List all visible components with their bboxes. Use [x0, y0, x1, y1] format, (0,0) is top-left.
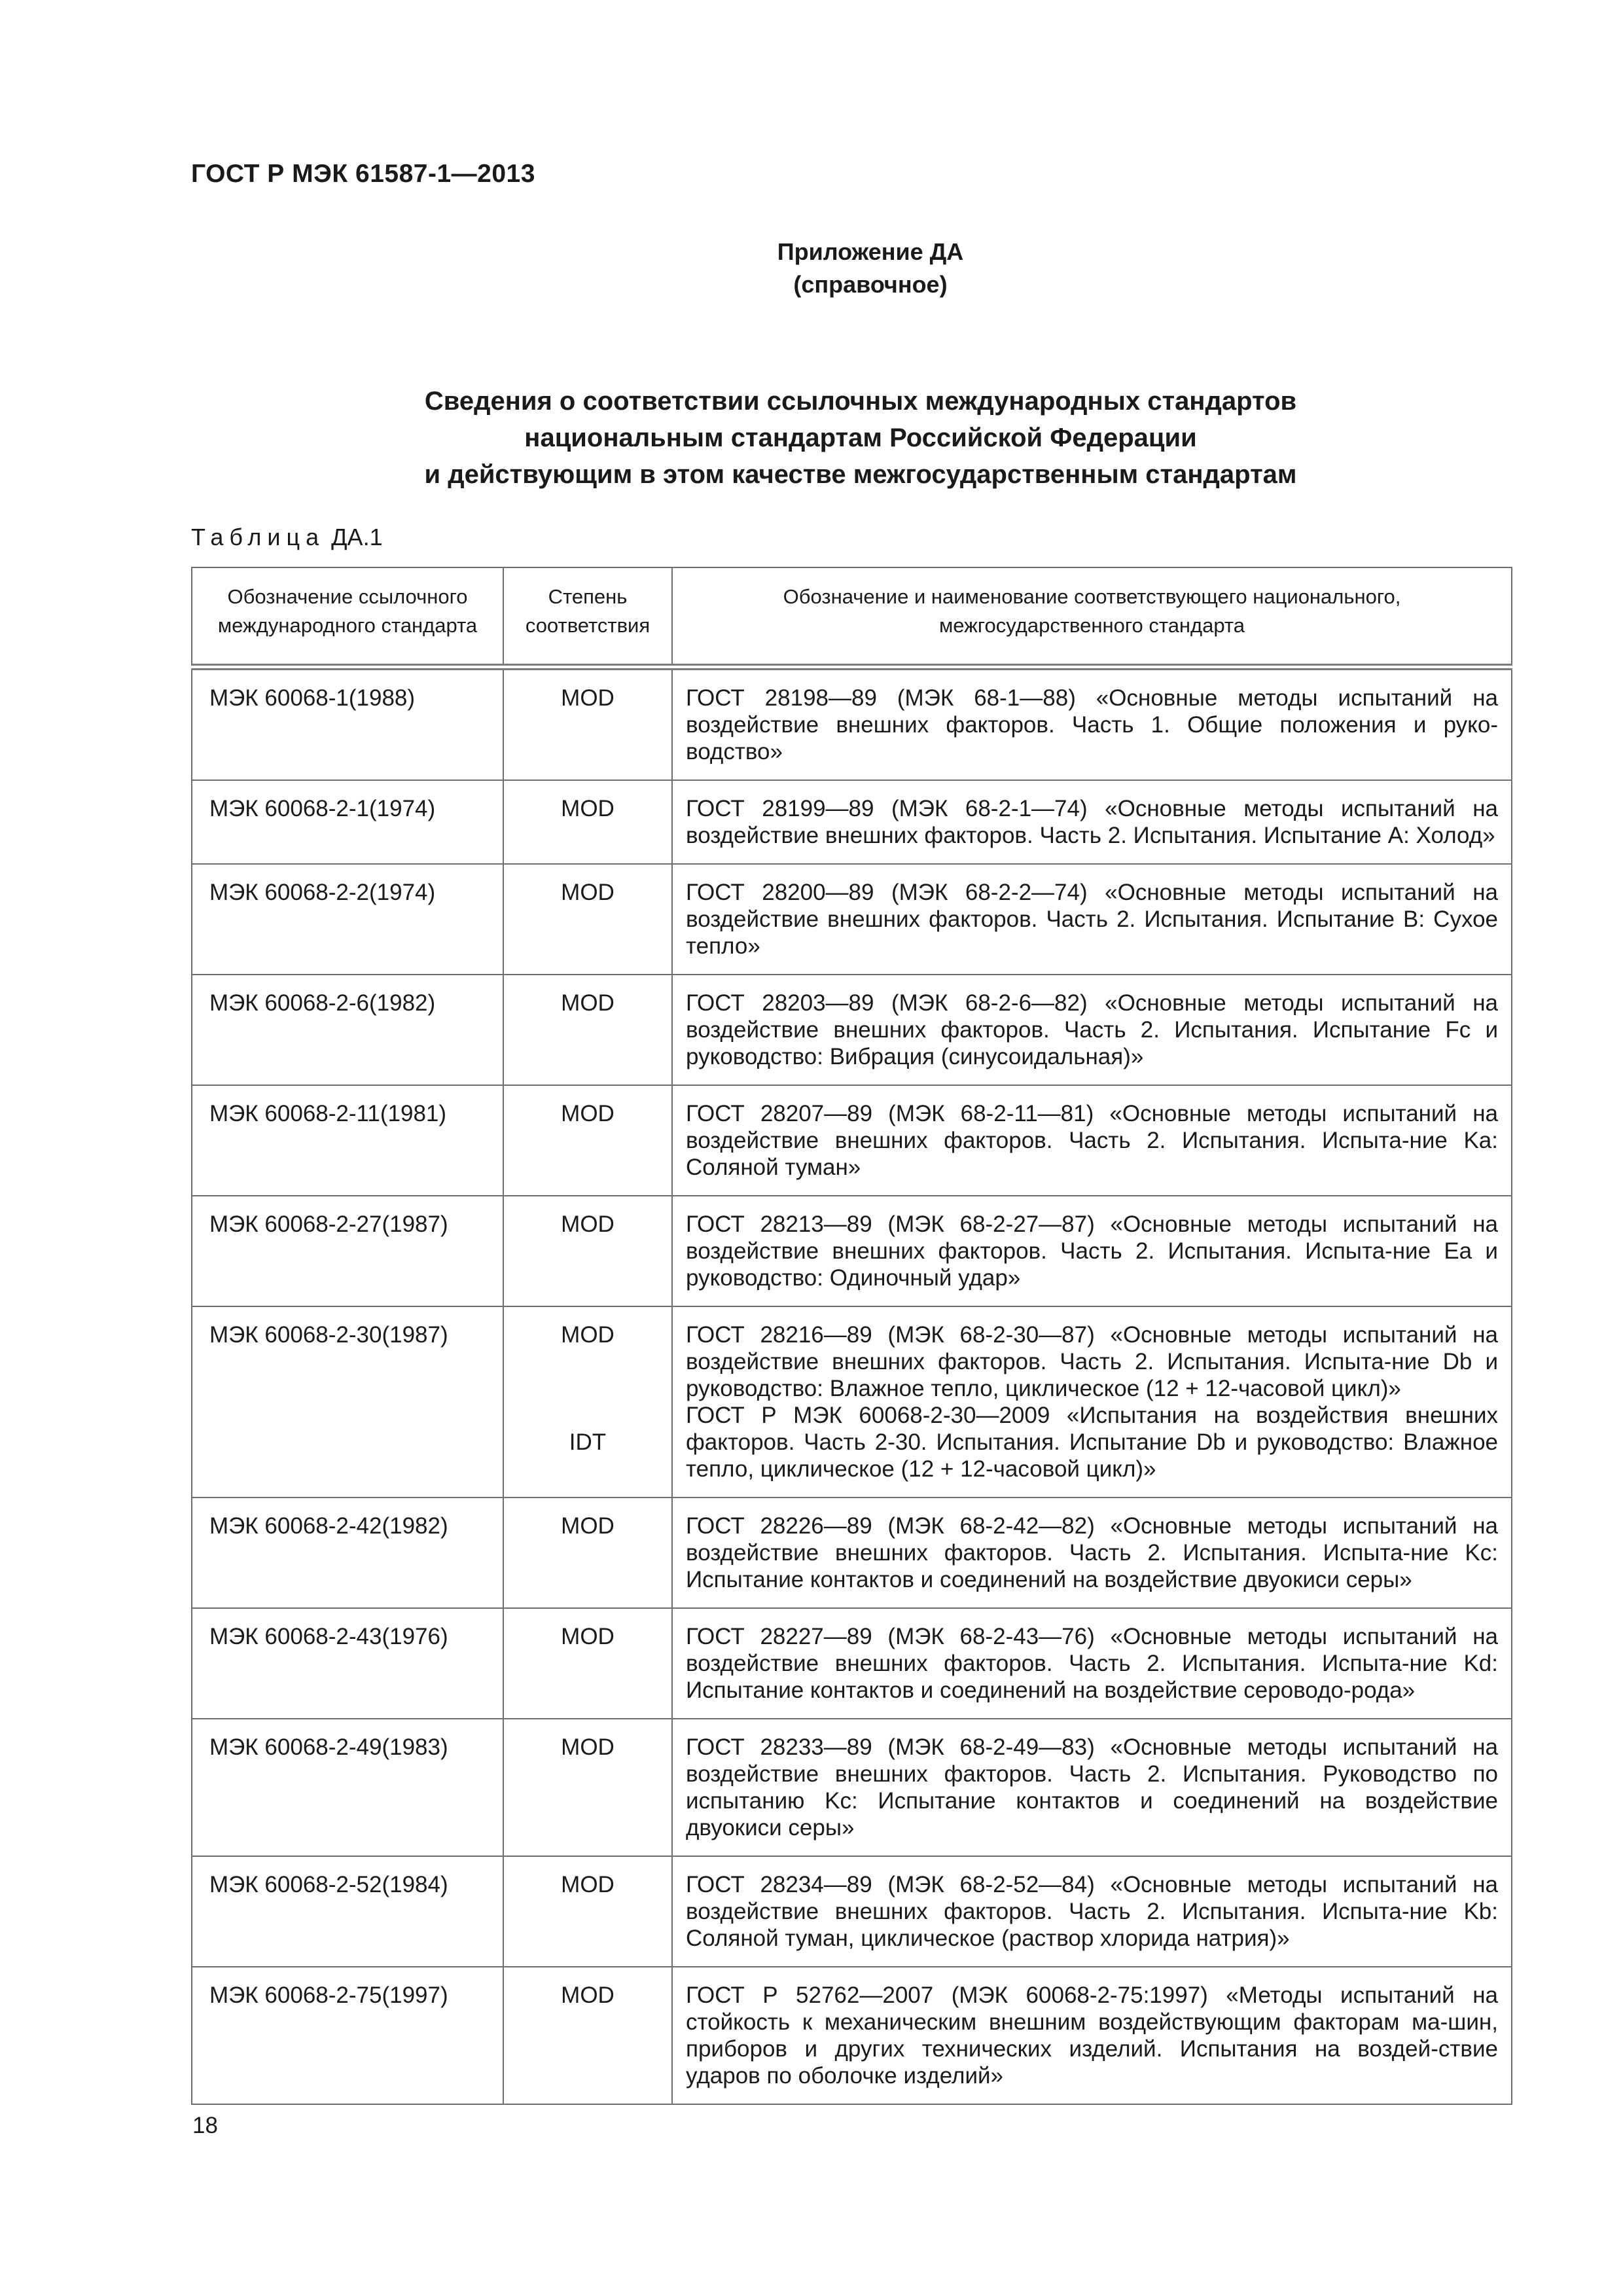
table-row [192, 864, 1512, 975]
appendix-title: Приложение ДА [777, 238, 964, 265]
ref-cell: МЭК 60068-1(1988) [192, 667, 503, 780]
table-row [192, 1196, 1512, 1306]
degree-cell: MOD [503, 864, 672, 975]
table-row [192, 1085, 1512, 1196]
page-number: 18 [192, 2113, 218, 2138]
degree-value-secondary: IDT [569, 1429, 607, 1455]
section-heading [196, 383, 1525, 493]
degree-cell: MOD [503, 1967, 672, 2104]
degree-cell: MOD [503, 1856, 672, 1967]
entry-cell: ГОСТ 28234—89 (МЭК 68-2-52—84) «Основные методы испытаний на воздействие внешних факторов. Часть 2. Испытания. Испыта-ние Kb: Соляной туман, циклическое (раствор хлорида натрия)» [672, 1856, 1512, 1967]
table-label [191, 524, 383, 551]
ref-cell: МЭК 60068-2-75(1997) [192, 1967, 503, 2104]
table-label-number: ДА.1 [331, 524, 383, 550]
degree-cell: MOD [503, 780, 672, 864]
degree-cell: MOD [503, 667, 672, 780]
header-degree: Степень соответствия [503, 567, 672, 667]
entry-cell [672, 1306, 1512, 1498]
degree-cell: MOD [503, 1196, 672, 1306]
table-row [192, 1608, 1512, 1719]
ref-cell: МЭК 60068-2-6(1982) [192, 975, 503, 1085]
table-row [192, 1306, 1512, 1498]
ref-cell: МЭК 60068-2-27(1987) [192, 1196, 503, 1306]
document-code: ГОСТ Р МЭК 61587-1—2013 [191, 160, 535, 188]
heading-line-1: Сведения о соответствии ссылочных международных стандартов [424, 387, 1297, 416]
entry-text: ГОСТ 28216—89 (МЭК 68-2-30—87) «Основные методы испытаний на воздействие внешних факторов. Часть 2. Испытания. Испыта-ние Db и руководство: Влажное тепло, циклическое (12 + 12-часовой цикл)» [686, 1322, 1498, 1401]
ref-cell: МЭК 60068-2-2(1974) [192, 864, 503, 975]
degree-cell: MOD [503, 1719, 672, 1856]
table-row [192, 1498, 1512, 1608]
ref-cell: МЭК 60068-2-52(1984) [192, 1856, 503, 1967]
entry-cell: ГОСТ 28227—89 (МЭК 68-2-43—76) «Основные методы испытаний на воздействие внешних факторов. Часть 2. Испытания. Испыта-ние Kd: Испытание контактов и соединений на воздействие сероводо-рода» [672, 1608, 1512, 1719]
ref-cell: МЭК 60068-2-11(1981) [192, 1085, 503, 1196]
heading-line-3: и действующим в этом качестве межгосударственным стандартам [424, 460, 1297, 489]
table-row [192, 667, 1512, 780]
entry-cell: ГОСТ 28199—89 (МЭК 68-2-1—74) «Основные методы испытаний на воздействие внешних факторов. Часть 2. Испытания. Испытание А: Холод» [672, 780, 1512, 864]
degree-cell [503, 1306, 672, 1498]
degree-cell: MOD [503, 1608, 672, 1719]
entry-text-secondary: ГОСТ Р МЭК 60068-2-30—2009 «Испытания на воздействия внешних факторов. Часть 2-30. Испытания. Испытание Db и руководство: Влажное тепло, циклическое (12 + 12-часовой цикл)» [686, 1403, 1498, 1482]
table-row [192, 780, 1512, 864]
entry-cell: ГОСТ 28207—89 (МЭК 68-2-11—81) «Основные методы испытаний на воздействие внешних факторов. Часть 2. Испытания. Испыта-ние Ka: Соляной туман» [672, 1085, 1512, 1196]
appendix-subtitle: (справочное) [793, 271, 948, 298]
degree-cell: MOD [503, 1085, 672, 1196]
degree-cell: MOD [503, 975, 672, 1085]
table-row [192, 975, 1512, 1085]
appendix-block [687, 236, 1054, 301]
entry-cell: ГОСТ 28198—89 (МЭК 68-1—88) «Основные методы испытаний на воздействие внешних факторов. Часть 1. Общие положения и руко-водство» [672, 667, 1512, 780]
entry-cell: ГОСТ 28213—89 (МЭК 68-2-27—87) «Основные методы испытаний на воздействие внешних факторов. Часть 2. Испытания. Испыта-ние Ea и руководство: Одиночный удар» [672, 1196, 1512, 1306]
entry-cell: ГОСТ 28200—89 (МЭК 68-2-2—74) «Основные методы испытаний на воздействие внешних факторов. Часть 2. Испытания. Испытание В: Сухое тепло» [672, 864, 1512, 975]
table-row [192, 1967, 1512, 2104]
table-label-word: Таблица [191, 524, 325, 550]
entry-cell: ГОСТ 28203—89 (МЭК 68-2-6—82) «Основные методы испытаний на воздействие внешних факторов. Часть 2. Испытания. Испытание Fc и руководство: Вибрация (синусоидальная)» [672, 975, 1512, 1085]
ref-cell: МЭК 60068-2-43(1976) [192, 1608, 503, 1719]
reference-table [191, 567, 1512, 2105]
ref-cell: МЭК 60068-2-49(1983) [192, 1719, 503, 1856]
ref-cell: МЭК 60068-2-42(1982) [192, 1498, 503, 1608]
header-national-standard: Обозначение и наименование соответствующего национального, межгосударственного стандарта [672, 567, 1512, 667]
heading-line-2: национальным стандартам Российской Федерации [524, 423, 1197, 452]
degree-cell: MOD [503, 1498, 672, 1608]
header-reference-standard: Обозначение ссылочного международного стандарта [192, 567, 503, 667]
table-row [192, 1856, 1512, 1967]
table-header-row [192, 567, 1512, 667]
degree-value: MOD [561, 1322, 615, 1348]
ref-cell: МЭК 60068-2-1(1974) [192, 780, 503, 864]
ref-cell: МЭК 60068-2-30(1987) [192, 1306, 503, 1498]
table-row [192, 1719, 1512, 1856]
entry-cell: ГОСТ 28226—89 (МЭК 68-2-42—82) «Основные методы испытаний на воздействие внешних факторов. Часть 2. Испытания. Испыта-ние Kc: Испытание контактов и соединений на воздействие двуокиси серы» [672, 1498, 1512, 1608]
entry-cell: ГОСТ 28233—89 (МЭК 68-2-49—83) «Основные методы испытаний на воздействие внешних факторов. Часть 2. Испытания. Руководство по испытанию Kc: Испытание контактов и соединений на воздействие двуокиси серы» [672, 1719, 1512, 1856]
entry-cell: ГОСТ Р 52762—2007 (МЭК 60068-2-75:1997) «Методы испытаний на стойкость к механическим внешним воздействующим факторам ма-шин, приборов и других технических изделий. Испытания на воздей-ствие ударов по оболочке изделий» [672, 1967, 1512, 2104]
